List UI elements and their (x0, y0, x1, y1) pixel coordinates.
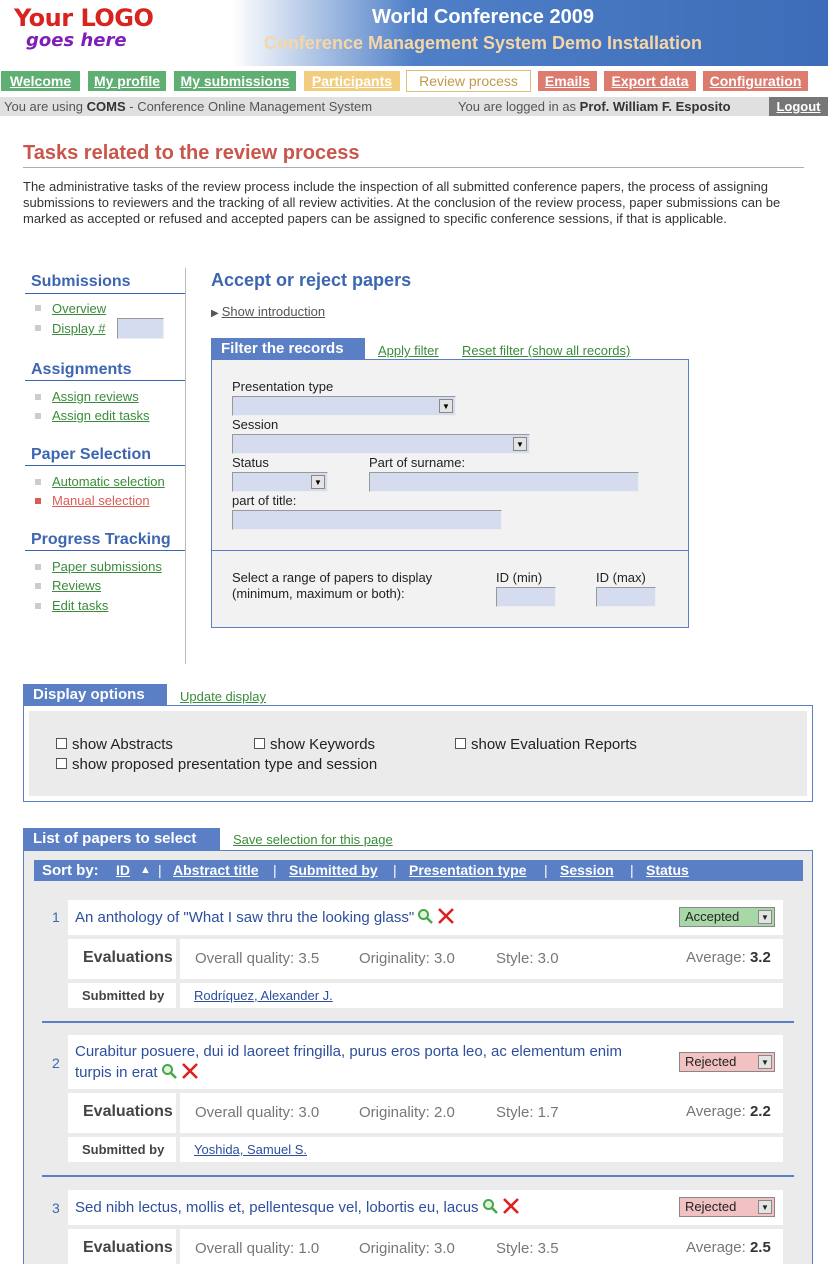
paper-id: 2 (52, 1055, 60, 1071)
list-tab: List of papers to select (23, 828, 220, 850)
author-link[interactable]: Rodríquez, Alexander J. (194, 988, 333, 1003)
sidebar-item-automatic-selection[interactable]: Automatic selection (52, 474, 165, 489)
page-intro: The administrative tasks of the review process include the inspection of all submitted conference papers, the process of assigning submissions to reviewers and the tracking of all review activities. At the conclusion of the review process, paper submissions can be marked as accepted or refused and accepted papers can be assigned to specific conference sessions, if that is applicable. (23, 179, 781, 226)
sidebar-divider (25, 465, 185, 466)
surname-label: Part of surname: (369, 455, 466, 470)
conference-subtitle: Conference Management System Demo Installation (263, 33, 703, 53)
evaluations-label: Evaluations (83, 1239, 173, 1256)
nav-my-profile[interactable]: My profile (87, 70, 167, 92)
status-select[interactable] (232, 472, 328, 492)
bullet-icon (35, 305, 41, 311)
paper-list (23, 850, 813, 1264)
user-info: You are logged in as Prof. William F. Esposito (458, 99, 731, 114)
average-score: Average: 2.5 (686, 1239, 771, 1256)
display-options-inner (29, 711, 807, 796)
sort-separator: | (630, 862, 634, 878)
conference-title: World Conference 2009 (372, 6, 594, 28)
nav-participants[interactable]: Participants (303, 70, 401, 92)
paper-title-cell (68, 1035, 783, 1089)
sort-status[interactable]: Status (646, 862, 689, 878)
session-label: Session (232, 417, 279, 432)
sidebar-item-edit-tasks[interactable]: Edit tasks (52, 598, 109, 613)
average-score: Average: 2.2 (686, 1103, 771, 1120)
delete-icon[interactable] (181, 1062, 199, 1080)
sort-separator: | (273, 862, 277, 878)
dropdown-arrow-icon: ▼ (758, 910, 772, 924)
style-score: Style: 1.7 (496, 1104, 559, 1121)
sidebar-divider (25, 550, 185, 551)
sidebar-item-reviews[interactable]: Reviews (52, 578, 102, 593)
show-abstracts-checkbox[interactable]: show Abstracts (56, 736, 173, 753)
display-options-tab: Display options (23, 684, 167, 706)
logout-button[interactable]: Logout (769, 97, 828, 116)
paper-title-cell (68, 1190, 783, 1225)
bullet-icon (35, 413, 41, 419)
dropdown-arrow-icon: ▼ (513, 437, 527, 451)
filter-tab: Filter the records (211, 338, 365, 360)
paper-title[interactable]: Curabitur posuere, dui id laoreet fringilla, purus eros porta leo, ac elementum enim turpis in erat (75, 1043, 622, 1081)
status-select[interactable]: Accepted ▼ (679, 907, 775, 927)
logo-line1: Your LOGO (14, 4, 154, 32)
submitted-by-label: Submitted by (82, 988, 165, 1003)
filter-divider (212, 550, 688, 551)
evaluations-cell (180, 1093, 783, 1133)
evaluations-label-cell (68, 1229, 176, 1264)
nav-my-submissions[interactable]: My submissions (173, 70, 297, 92)
bullet-icon (35, 394, 41, 400)
paper-title[interactable]: An anthology of "What I saw thru the looking glass" (75, 907, 655, 928)
show-keywords-checkbox[interactable]: show Keywords (254, 736, 375, 753)
app-info: You are using COMS - Conference Online Management System (4, 99, 373, 114)
magnifier-icon[interactable] (482, 1198, 498, 1214)
evaluations-label: Evaluations (83, 949, 173, 966)
sidebar-item-manual-selection[interactable]: Manual selection (52, 493, 150, 508)
range-label: Select a range of papers to display (minimum, maximum or both): (232, 570, 433, 601)
triangle-right-icon: ▶ (211, 308, 219, 319)
header (0, 0, 828, 66)
paper-title[interactable]: Sed nibh lectus, mollis et, pellentesque vel, lobortis eu, lacus (75, 1197, 655, 1218)
main-nav (0, 70, 828, 92)
checkbox-icon (254, 738, 265, 749)
originality: Originality: 3.0 (359, 950, 455, 967)
presentation-type-label: Presentation type (232, 379, 334, 394)
nav-review-process[interactable]: Review process (406, 70, 531, 92)
sort-separator: | (158, 862, 162, 878)
sort-presentation-type[interactable]: Presentation type (409, 862, 527, 878)
sidebar-divider (25, 380, 185, 381)
overall-quality: Overall quality: 3.0 (195, 1104, 320, 1121)
sidebar-item-assign-reviews[interactable]: Assign reviews (52, 389, 139, 404)
title-divider (23, 167, 804, 168)
update-display-link[interactable]: Update display (180, 689, 266, 704)
evaluations-label: Evaluations (83, 1103, 173, 1120)
presentation-type-select[interactable] (232, 396, 456, 416)
section-heading: Accept or reject papers (211, 270, 412, 290)
sidebar-divider (25, 293, 185, 294)
submitted-by-cell (180, 1137, 783, 1162)
sidebar-section-progress-tracking: Progress Tracking (31, 531, 171, 548)
nav-welcome[interactable]: Welcome (0, 70, 81, 92)
sort-submitted-by[interactable]: Submitted by (289, 862, 378, 878)
overall-quality: Overall quality: 1.0 (195, 1240, 320, 1257)
originality: Originality: 2.0 (359, 1104, 455, 1121)
magnifier-icon[interactable] (161, 1063, 177, 1079)
dropdown-arrow-icon: ▼ (758, 1200, 772, 1214)
evaluations-cell (180, 939, 783, 979)
status-label: Status (232, 455, 269, 470)
bullet-active-icon (35, 498, 41, 504)
sort-session[interactable]: Session (560, 862, 614, 878)
checkbox-icon (56, 738, 67, 749)
magnifier-icon[interactable] (417, 908, 433, 924)
reset-filter-link[interactable]: Reset filter (show all records) (462, 343, 631, 358)
status-bar (0, 97, 828, 116)
user-name: Prof. William F. Esposito (579, 99, 731, 114)
surname-input[interactable] (369, 472, 639, 492)
dropdown-arrow-icon: ▼ (311, 475, 325, 489)
delete-icon[interactable] (502, 1197, 520, 1215)
display-options-panel (23, 705, 813, 802)
sort-ascending-icon: ▲ (140, 864, 151, 876)
row-divider (42, 1175, 794, 1177)
bullet-icon (35, 325, 41, 331)
checkbox-icon (56, 758, 67, 769)
save-selection-link[interactable]: Save selection for this page (233, 832, 393, 847)
sidebar-divider-vertical (185, 268, 186, 664)
show-presentation-type-checkbox[interactable]: show proposed presentation type and session (56, 756, 377, 773)
sidebar-section-paper-selection: Paper Selection (31, 446, 152, 463)
session-select[interactable] (232, 434, 530, 454)
overall-quality: Overall quality: 3.5 (195, 950, 320, 967)
id-max-input[interactable] (596, 587, 656, 607)
bullet-icon (35, 603, 41, 609)
row-divider (42, 1021, 794, 1023)
dropdown-arrow-icon: ▼ (758, 1055, 772, 1069)
sort-by-label: Sort by: (42, 862, 99, 879)
sort-id[interactable]: ID (116, 862, 130, 878)
app-name: COMS (86, 99, 126, 114)
page-title: Tasks related to the review process (23, 142, 360, 164)
bullet-icon (35, 564, 41, 570)
submitted-by-cell (180, 983, 783, 1008)
apply-filter-link[interactable]: Apply filter (378, 343, 439, 358)
submitted-by-label-cell (68, 1137, 176, 1162)
logo-line2: goes here (26, 30, 127, 51)
nav-export-data[interactable]: Export data (603, 70, 697, 92)
status-select[interactable]: Rejected ▼ (679, 1052, 775, 1072)
submitted-by-label: Submitted by (82, 1142, 165, 1157)
id-max-label: ID (max) (596, 570, 646, 585)
show-evaluation-reports-checkbox[interactable]: show Evaluation Reports (455, 736, 637, 753)
paper-id: 3 (52, 1200, 60, 1216)
paper-id: 1 (52, 909, 60, 925)
filter-panel (211, 359, 689, 628)
id-min-input[interactable] (496, 587, 556, 607)
display-number-input[interactable] (117, 318, 164, 339)
sort-separator: | (544, 862, 548, 878)
average-score: Average: 3.2 (686, 949, 771, 966)
bullet-icon (35, 479, 41, 485)
id-min-label: ID (min) (496, 570, 543, 585)
show-introduction-link[interactable]: ▶ Show introduction (211, 304, 326, 319)
sidebar-item-assign-edit-tasks[interactable]: Assign edit tasks (52, 408, 150, 423)
evaluations-label-cell (68, 1093, 176, 1133)
evaluations-cell (180, 1229, 783, 1264)
title-input[interactable] (232, 510, 502, 530)
dropdown-arrow-icon: ▼ (439, 399, 453, 413)
sidebar-section-assignments: Assignments (31, 361, 132, 378)
nav-configuration[interactable]: Configuration (702, 70, 809, 92)
submitted-by-label-cell (68, 983, 176, 1008)
sidebar-item-paper-submissions[interactable]: Paper submissions (52, 559, 162, 574)
sort-separator: | (393, 862, 397, 878)
bullet-icon (35, 583, 41, 589)
delete-icon[interactable] (437, 907, 455, 925)
style-score: Style: 3.0 (496, 950, 559, 967)
sidebar-item-overview[interactable]: Overview (52, 301, 107, 316)
nav-emails[interactable]: Emails (537, 70, 598, 92)
sidebar-item-display[interactable]: Display # (52, 321, 106, 336)
sort-abstract-title[interactable]: Abstract title (173, 862, 259, 878)
sort-bar (34, 860, 803, 881)
author-link[interactable]: Yoshida, Samuel S. (194, 1142, 307, 1157)
status-select[interactable]: Rejected ▼ (679, 1197, 775, 1217)
originality: Originality: 3.0 (359, 1240, 455, 1257)
sidebar-section-submissions: Submissions (31, 273, 131, 290)
evaluations-label-cell (68, 939, 176, 979)
title-label: part of title: (232, 493, 297, 508)
checkbox-icon (455, 738, 466, 749)
style-score: Style: 3.5 (496, 1240, 559, 1257)
paper-title-cell (68, 900, 783, 935)
